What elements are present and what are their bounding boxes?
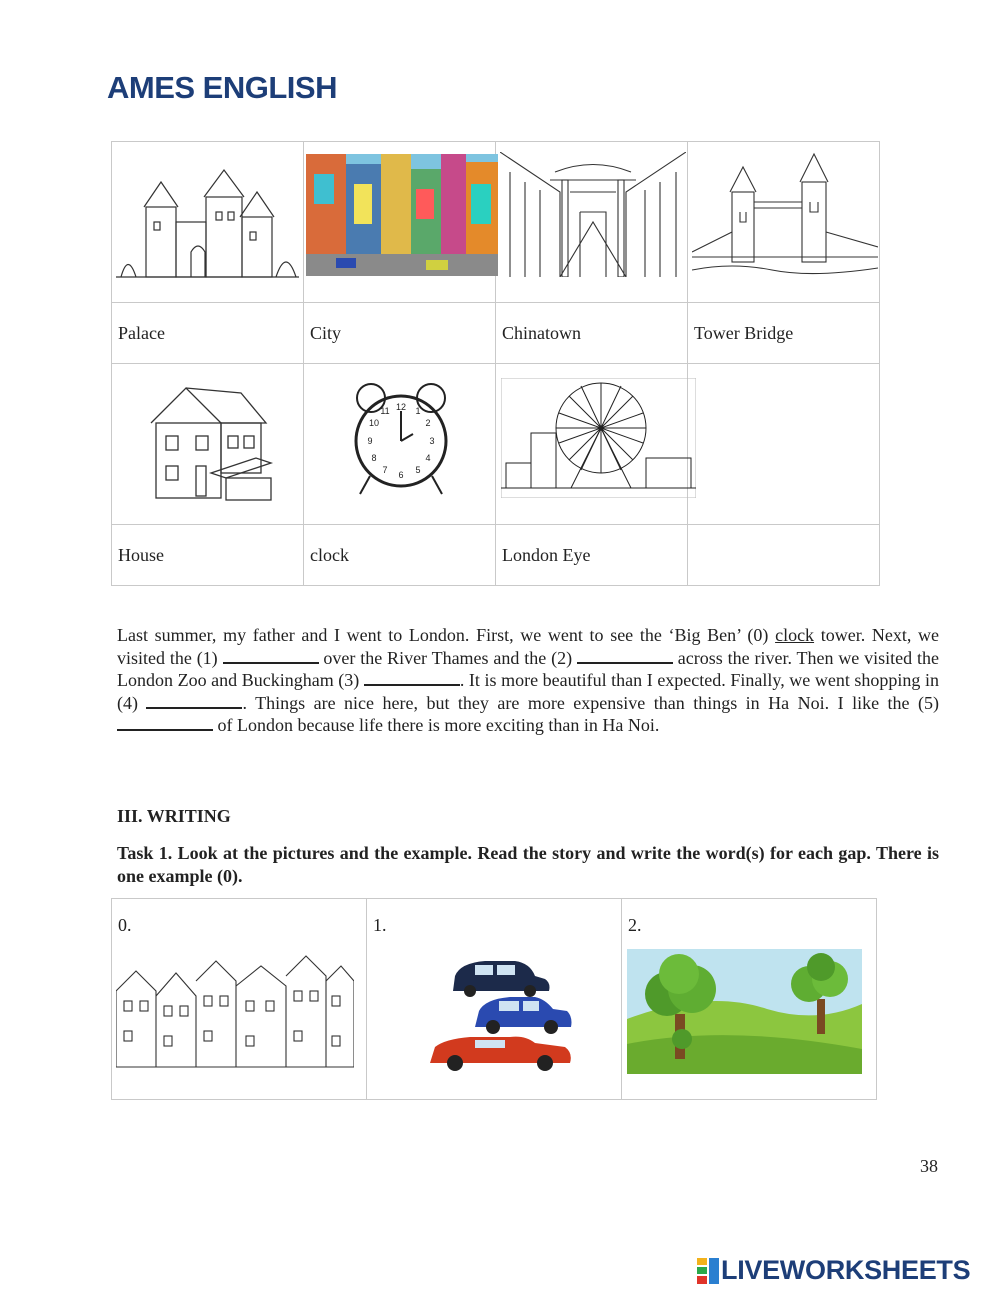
liveworksheets-logo (697, 1255, 970, 1286)
vocab-label: Palace (112, 303, 304, 364)
town-buildings-icon (116, 951, 354, 1069)
house-icon (116, 378, 299, 508)
svg-text:7: 7 (382, 465, 388, 475)
svg-text:10: 10 (368, 418, 380, 428)
vocab-image-cell-empty (688, 364, 880, 525)
svg-text:5: 5 (415, 465, 421, 475)
task-item (112, 899, 367, 1100)
task-item (367, 899, 622, 1100)
brand-title: AMES ENGLISH (107, 70, 337, 105)
chinatown-icon (500, 152, 686, 277)
vocabulary-table (111, 141, 880, 586)
vocab-image-cell (496, 364, 688, 525)
clock-icon (308, 376, 491, 506)
story-passage (117, 624, 939, 737)
task-instruction: Task 1. Look at the pictures and the example. Read the story and write the word(s) for each gap. There is one example (0). (117, 843, 939, 886)
vocab-image-cell (688, 142, 880, 303)
tower-bridge-icon (692, 152, 878, 277)
city-icon (306, 154, 498, 276)
passage-text: Last summer, my father and I went to London. First, we went to see the ‘Big Ben’ (0) (117, 625, 776, 645)
passage-text: . It is more beautiful than I expected. Finally, we went shopping in (4) (117, 670, 939, 713)
svg-text:4: 4 (425, 453, 431, 463)
gap-4-blank[interactable] (146, 693, 242, 709)
passage-text: tower. Next, we visited the (1) (117, 625, 939, 668)
vocab-label: House (112, 525, 304, 586)
vocab-image-cell (112, 142, 304, 303)
task-picture-table (111, 898, 877, 1100)
passage-text: across the river. Then we visited the London Zoo and Buckingham (3) (117, 647, 939, 690)
gap-5-blank[interactable] (117, 715, 213, 731)
page-number: 38 (920, 1156, 938, 1176)
vocab-label (688, 525, 880, 586)
svg-text:11: 11 (380, 406, 390, 416)
gap-3-blank[interactable] (364, 670, 460, 686)
vocab-label: clock (304, 525, 496, 586)
vocab-label: London Eye (496, 525, 688, 586)
task-item-number: 0. (118, 915, 132, 935)
passage-text: . Things are nice here, but they are more expensive than things in Ha Noi. I like the (5) (242, 692, 939, 713)
vocab-image-cell (496, 142, 688, 303)
gap-1-blank[interactable] (223, 648, 319, 664)
task-item (622, 899, 877, 1100)
task-item-number: 1. (373, 915, 387, 935)
park-trees-icon (627, 949, 862, 1074)
vocab-image-cell (304, 142, 496, 303)
svg-text:12: 12 (395, 402, 407, 412)
liveworksheets-blocks-icon (697, 1258, 719, 1284)
passage-text: of London because life there is more exciting than in Ha Noi. (213, 715, 660, 735)
vocab-label: Tower Bridge (688, 303, 880, 364)
vocab-image-cell (304, 364, 496, 525)
svg-text:6: 6 (398, 470, 404, 480)
liveworksheets-wordmark: LIVEWORKSHEETS (721, 1255, 971, 1285)
svg-text:9: 9 (367, 436, 373, 446)
gap-2-blank[interactable] (577, 648, 673, 664)
example-answer: clock (775, 625, 815, 645)
vocab-image-cell (112, 364, 304, 525)
passage-text: over the River Thames and the (2) (318, 647, 577, 668)
section-heading: III. WRITING (117, 806, 231, 826)
palace-icon (116, 152, 299, 292)
vocab-label: Chinatown (496, 303, 688, 364)
london-eye-icon (501, 378, 696, 498)
svg-text:1: 1 (415, 406, 421, 416)
svg-text:3: 3 (429, 436, 435, 446)
cars-icon (395, 951, 605, 1076)
task-item-number: 2. (628, 915, 642, 935)
svg-text:8: 8 (371, 453, 377, 463)
svg-text:2: 2 (425, 418, 431, 428)
vocab-label: City (304, 303, 496, 364)
